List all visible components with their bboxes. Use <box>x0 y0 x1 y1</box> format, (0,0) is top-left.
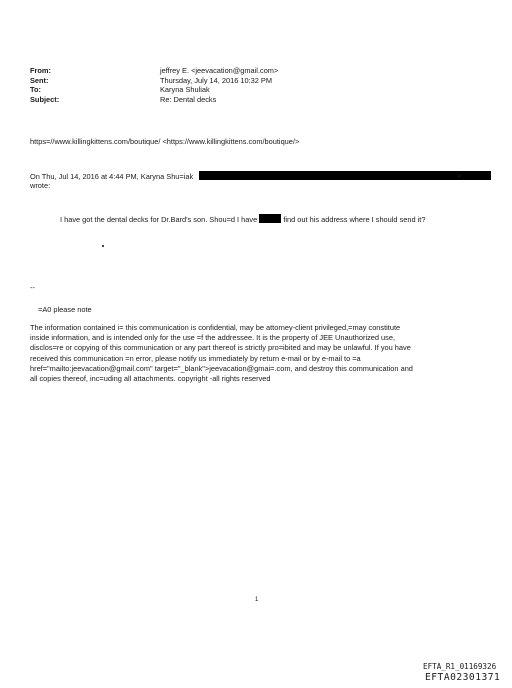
disclaimer-line: href="mailto:jeevacation@gmail.com" target="_blank">jeevacation@gmai=.com, and destroy this communication and <box>30 363 413 373</box>
link-line: https=//www.killingkittens.com/boutique/ <https://www.killingkittens.com/boutique/> <box>30 137 300 146</box>
redaction-block <box>199 171 491 180</box>
disclaimer-line: inside information, and is intended only for the use =f the addressee. It is the property of JEE Unauthorized use, <box>30 333 396 343</box>
quoted-text-part1: I have got the dental decks for Dr.Bard's son. Shou=d I have <box>60 215 258 224</box>
from-value: jeffrey E. <jeevacation@gmail.com> <box>160 66 279 75</box>
to-value: Karyna Shuliak <box>160 85 210 95</box>
disclaimer-line: The information contained i= this communication is confidential, may be attorney-client privileged,=may constitute <box>30 323 401 332</box>
signature-dashes: -- <box>30 283 35 292</box>
quote-intro-end: > <box>457 171 462 180</box>
quoted-message <box>60 214 425 225</box>
stray-mark <box>102 245 104 247</box>
disclaimer-line: all copies thereof, inc=uding all attachments. copyright -all rights reserved <box>30 374 271 384</box>
page-number: 1 <box>255 597 259 603</box>
quote-wrote: wrote: <box>30 181 51 190</box>
to-label: To: <box>30 85 41 95</box>
please-note: =A0 please note <box>38 305 92 314</box>
disclaimer-line: received this communication =n error, please notify us immediately by return e-mail or by e-mail to =a <box>30 353 361 363</box>
disclaimer-block <box>30 323 490 384</box>
bates-stamp-top: EFTA_R1_01169326 <box>423 662 497 671</box>
from-label: From: <box>30 66 51 75</box>
sent-label: Sent: <box>30 75 49 85</box>
sent-value: Thursday, July 14, 2016 10:32 PM <box>160 75 273 85</box>
bates-stamp-bottom: EFTA02301371 <box>425 672 501 683</box>
subject-label: Subject: <box>30 94 60 104</box>
quoted-text-part2: find out his address where I should send it? <box>283 215 426 224</box>
quote-intro-line <box>30 171 470 182</box>
quote-intro-text: On Thu, Jul 14, 2016 at 4:44 PM, Karyna Shu=iak <box>30 172 194 181</box>
subject-value: Re: Dental decks <box>160 94 217 104</box>
disclaimer-line: disclos=re or copying of this communication or any part thereof is strictly pro=ibited and may be unlawful. If you have <box>30 343 411 353</box>
redaction-block <box>259 214 281 223</box>
